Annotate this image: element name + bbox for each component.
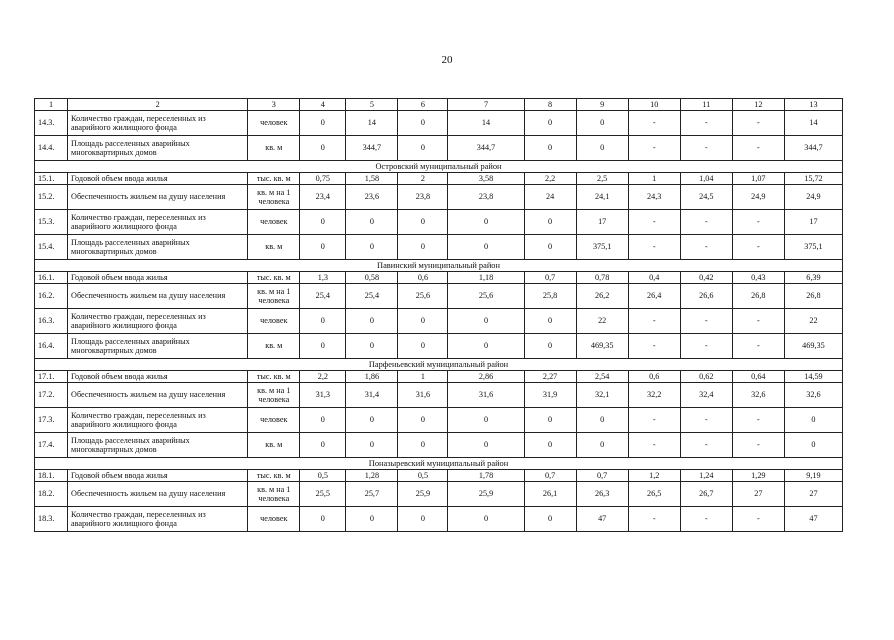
value-cell: 0,78 [576,272,628,284]
value-cell: - [628,235,680,260]
value-cell: 0 [398,111,448,136]
value-cell: 31,4 [346,383,398,408]
unit-cell: кв. м [248,136,300,161]
value-cell: 0 [524,210,576,235]
value-cell: 0 [398,408,448,433]
value-cell: 1,58 [346,173,398,185]
value-cell: 0 [398,507,448,532]
value-cell: - [680,309,732,334]
unit-cell: кв. м на 1 человека [248,482,300,507]
value-cell: 14 [784,111,842,136]
value-cell: 14,59 [784,371,842,383]
header-cell: 5 [346,99,398,111]
section-title: Поназыревский муниципальный район [35,458,843,470]
header-row [35,99,843,111]
row-number: 16.1. [35,272,68,284]
value-cell: 0 [300,210,346,235]
value-cell: 0,64 [732,371,784,383]
value-cell: 0 [300,235,346,260]
value-cell: 27 [784,482,842,507]
header-cell: 4 [300,99,346,111]
indicator-name: Количество граждан, переселенных из аварийного жилищного фонда [68,210,248,235]
table-row [35,272,843,284]
page-number: 20 [441,54,453,66]
value-cell: 0 [346,507,398,532]
value-cell: - [732,408,784,433]
value-cell: 344,7 [784,136,842,161]
unit-cell: кв. м на 1 человека [248,185,300,210]
value-cell: - [680,507,732,532]
value-cell: 0 [398,334,448,359]
table-row [35,371,843,383]
table-row [35,235,843,260]
value-cell: 0 [448,433,524,458]
value-cell: - [732,111,784,136]
value-cell: 0,5 [398,470,448,482]
indicator-name: Годовой объем ввода жилья [68,272,248,284]
value-cell: 344,7 [448,136,524,161]
table-row [35,136,843,161]
value-cell: 375,1 [784,235,842,260]
value-cell: 25,6 [398,284,448,309]
value-cell: 0 [784,408,842,433]
table-row [35,433,843,458]
value-cell: 1,18 [448,272,524,284]
unit-cell: тыс. кв. м [248,371,300,383]
unit-cell: человек [248,507,300,532]
value-cell: 31,6 [448,383,524,408]
table-row [35,408,843,433]
value-cell: 23,4 [300,185,346,210]
value-cell: 47 [576,507,628,532]
value-cell: 0 [576,111,628,136]
value-cell: - [628,111,680,136]
value-cell: 1,86 [346,371,398,383]
header-cell: 12 [732,99,784,111]
value-cell: 25,5 [300,482,346,507]
value-cell: 27 [732,482,784,507]
value-cell: 0 [576,136,628,161]
table-row [35,482,843,507]
value-cell: 26,8 [784,284,842,309]
unit-cell: человек [248,210,300,235]
value-cell: 23,8 [398,185,448,210]
row-number: 16.4. [35,334,68,359]
value-cell: 26,4 [628,284,680,309]
value-cell: 0 [524,309,576,334]
indicator-name: Обеспеченность жильем на душу населения [68,482,248,507]
value-cell: 469,35 [784,334,842,359]
value-cell: 14 [448,111,524,136]
value-cell: 23,6 [346,185,398,210]
section-row [35,161,843,173]
value-cell: 32,4 [680,383,732,408]
section-row [35,359,843,371]
value-cell: 0 [398,210,448,235]
value-cell: 0 [576,408,628,433]
value-cell: 26,6 [680,284,732,309]
value-cell: 0 [300,507,346,532]
value-cell: 24,9 [732,185,784,210]
value-cell: - [628,309,680,334]
indicator-name: Площадь расселенных аварийных многоквартирных домов [68,136,248,161]
value-cell: - [732,136,784,161]
value-cell: 0 [346,235,398,260]
value-cell: 0,6 [398,272,448,284]
value-cell: 0,43 [732,272,784,284]
row-number: 16.2. [35,284,68,309]
value-cell: 0,6 [628,371,680,383]
value-cell: 0 [300,136,346,161]
value-cell: 32,6 [732,383,784,408]
value-cell: 0 [448,408,524,433]
value-cell: 1,3 [300,272,346,284]
value-cell: 0 [300,334,346,359]
unit-cell: тыс. кв. м [248,470,300,482]
value-cell: 24,1 [576,185,628,210]
value-cell: - [628,408,680,433]
value-cell: 2,27 [524,371,576,383]
indicator-name: Годовой объем ввода жилья [68,173,248,185]
header-cell: 9 [576,99,628,111]
value-cell: 0 [448,334,524,359]
value-cell: - [732,235,784,260]
value-cell: 0 [524,433,576,458]
value-cell: 31,6 [398,383,448,408]
value-cell: - [628,136,680,161]
value-cell: 25,4 [300,284,346,309]
value-cell: 32,2 [628,383,680,408]
value-cell: 1,29 [732,470,784,482]
data-table [34,98,843,532]
value-cell: 0,75 [300,173,346,185]
section-row [35,260,843,272]
value-cell: - [680,235,732,260]
unit-cell: кв. м [248,334,300,359]
row-number: 17.3. [35,408,68,433]
row-number: 14.4. [35,136,68,161]
indicator-name: Обеспеченность жильем на душу населения [68,284,248,309]
header-cell: 1 [35,99,68,111]
value-cell: 26,8 [732,284,784,309]
value-cell: 26,7 [680,482,732,507]
table-row [35,284,843,309]
value-cell: 15,72 [784,173,842,185]
indicator-name: Количество граждан, переселенных из аварийного жилищного фонда [68,408,248,433]
value-cell: 0 [524,111,576,136]
unit-cell: тыс. кв. м [248,272,300,284]
table-row [35,111,843,136]
value-cell: 0 [524,507,576,532]
header-cell: 11 [680,99,732,111]
value-cell: 0,7 [524,272,576,284]
value-cell: - [680,334,732,359]
table-row [35,309,843,334]
value-cell: - [680,433,732,458]
value-cell: - [732,433,784,458]
value-cell: 1 [628,173,680,185]
value-cell: 0,7 [576,470,628,482]
value-cell: 6,39 [784,272,842,284]
value-cell: 14 [346,111,398,136]
indicator-name: Площадь расселенных аварийных многоквартирных домов [68,334,248,359]
value-cell: 25,9 [448,482,524,507]
value-cell: 1 [398,371,448,383]
value-cell: 24 [524,185,576,210]
indicator-name: Количество граждан, переселенных из аварийного жилищного фонда [68,309,248,334]
value-cell: 0 [398,309,448,334]
value-cell: - [628,507,680,532]
value-cell: 0 [448,507,524,532]
value-cell: - [732,309,784,334]
value-cell: 344,7 [346,136,398,161]
row-number: 18.2. [35,482,68,507]
value-cell: 0 [346,334,398,359]
value-cell: 26,2 [576,284,628,309]
value-cell: 1,2 [628,470,680,482]
unit-cell: кв. м на 1 человека [248,284,300,309]
value-cell: 47 [784,507,842,532]
row-number: 17.1. [35,371,68,383]
value-cell: 25,8 [524,284,576,309]
row-number: 15.2. [35,185,68,210]
value-cell: 26,1 [524,482,576,507]
value-cell: 17 [784,210,842,235]
value-cell: 0 [300,111,346,136]
value-cell: 24,5 [680,185,732,210]
unit-cell: кв. м на 1 человека [248,383,300,408]
value-cell: 0 [398,433,448,458]
value-cell: 24,9 [784,185,842,210]
value-cell: 26,5 [628,482,680,507]
indicator-name: Количество граждан, переселенных из аварийного жилищного фонда [68,507,248,532]
table-row [35,173,843,185]
row-number: 15.1. [35,173,68,185]
value-cell: 25,4 [346,284,398,309]
value-cell: 0 [784,433,842,458]
value-cell: 0 [300,309,346,334]
value-cell: 25,7 [346,482,398,507]
row-number: 17.2. [35,383,68,408]
unit-cell: кв. м [248,235,300,260]
value-cell: 22 [576,309,628,334]
value-cell: - [732,334,784,359]
value-cell: 1,28 [346,470,398,482]
value-cell: 0 [300,408,346,433]
value-cell: 1,24 [680,470,732,482]
row-number: 15.4. [35,235,68,260]
value-cell: 22 [784,309,842,334]
indicator-name: Количество граждан, переселенных из аварийного жилищного фонда [68,111,248,136]
indicator-name: Площадь расселенных аварийных многоквартирных домов [68,235,248,260]
value-cell: 0 [300,433,346,458]
value-cell: 0 [448,210,524,235]
value-cell: 25,6 [448,284,524,309]
table-row [35,470,843,482]
unit-cell: человек [248,111,300,136]
section-row [35,458,843,470]
row-number: 15.3. [35,210,68,235]
value-cell: - [628,433,680,458]
value-cell: 0 [576,433,628,458]
value-cell: 26,3 [576,482,628,507]
unit-cell: человек [248,309,300,334]
row-number: 14.3. [35,111,68,136]
row-number: 18.3. [35,507,68,532]
value-cell: 17 [576,210,628,235]
value-cell: 2,2 [300,371,346,383]
indicator-name: Обеспеченность жильем на душу населения [68,383,248,408]
value-cell: 3,58 [448,173,524,185]
header-cell: 6 [398,99,448,111]
table-row [35,334,843,359]
value-cell: - [628,210,680,235]
value-cell: 0 [524,136,576,161]
value-cell: 2,5 [576,173,628,185]
value-cell: 0 [346,309,398,334]
value-cell: 0,42 [680,272,732,284]
value-cell: 0 [448,235,524,260]
table-row [35,210,843,235]
indicator-name: Обеспеченность жильем на душу населения [68,185,248,210]
value-cell: 24,3 [628,185,680,210]
row-number: 17.4. [35,433,68,458]
header-cell: 10 [628,99,680,111]
value-cell: 2,54 [576,371,628,383]
table-row [35,383,843,408]
value-cell: 0 [524,408,576,433]
value-cell: 0 [346,210,398,235]
value-cell: 0,62 [680,371,732,383]
value-cell: 31,3 [300,383,346,408]
value-cell: - [680,111,732,136]
section-title: Павинский муниципальный район [35,260,843,272]
value-cell: - [680,136,732,161]
value-cell: 469,35 [576,334,628,359]
value-cell: - [628,334,680,359]
header-cell: 2 [68,99,248,111]
value-cell: 2,2 [524,173,576,185]
header-cell: 13 [784,99,842,111]
value-cell: 25,9 [398,482,448,507]
value-cell: 1,07 [732,173,784,185]
table-row [35,185,843,210]
value-cell: 1,78 [448,470,524,482]
value-cell: 0 [524,235,576,260]
section-title: Парфеньевский муниципальный район [35,359,843,371]
value-cell: 0,58 [346,272,398,284]
value-cell: - [680,408,732,433]
section-title: Островский муниципальный район [35,161,843,173]
row-number: 16.3. [35,309,68,334]
indicator-name: Годовой объем ввода жилья [68,371,248,383]
value-cell: 0,5 [300,470,346,482]
value-cell: 0 [448,309,524,334]
header-cell: 7 [448,99,524,111]
value-cell: 0 [524,334,576,359]
value-cell: 32,6 [784,383,842,408]
value-cell: 0 [346,433,398,458]
value-cell: 2,86 [448,371,524,383]
value-cell: - [680,210,732,235]
indicator-name: Годовой объем ввода жилья [68,470,248,482]
value-cell: 9,19 [784,470,842,482]
value-cell: 0 [398,136,448,161]
value-cell: 0,7 [524,470,576,482]
value-cell: 0 [346,408,398,433]
value-cell: 0,4 [628,272,680,284]
unit-cell: тыс. кв. м [248,173,300,185]
unit-cell: кв. м [248,433,300,458]
header-cell: 3 [248,99,300,111]
header-cell: 8 [524,99,576,111]
value-cell: 2 [398,173,448,185]
value-cell: 31,9 [524,383,576,408]
value-cell: 375,1 [576,235,628,260]
unit-cell: человек [248,408,300,433]
table-row [35,507,843,532]
value-cell: 32,1 [576,383,628,408]
value-cell: 0 [398,235,448,260]
value-cell: 23,8 [448,185,524,210]
value-cell: - [732,507,784,532]
row-number: 18.1. [35,470,68,482]
value-cell: 1,04 [680,173,732,185]
value-cell: - [732,210,784,235]
indicator-name: Площадь расселенных аварийных многоквартирных домов [68,433,248,458]
